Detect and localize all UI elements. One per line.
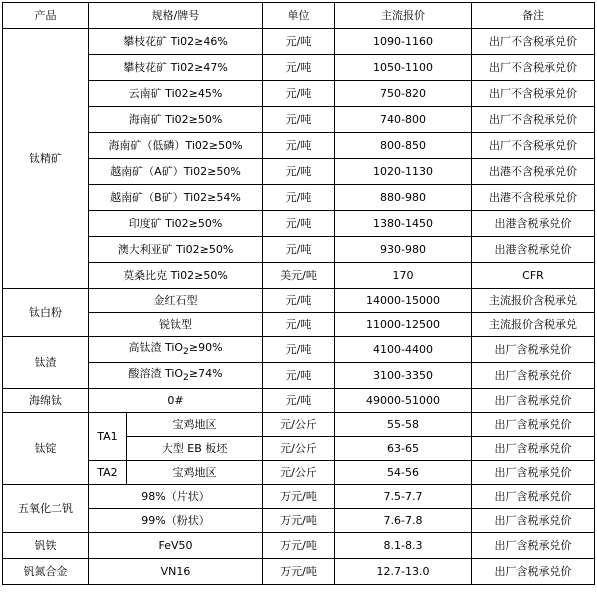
unit-cell: 万元/吨 (263, 509, 335, 533)
note-cell: 出厂不含税承兑价 (472, 55, 595, 81)
spec-subscript: 2 (183, 372, 189, 384)
spec-text: ≥74% (188, 367, 223, 381)
spec-cell: 印度矿 Ti02≥50% (89, 211, 263, 237)
spec-cell: 宝鸡地区 (127, 413, 263, 437)
note-cell: 出港含税承兑价 (472, 211, 595, 237)
price-cell: 11000-12500 (335, 313, 472, 337)
note-cell: 主流报价含税承兑 (472, 313, 595, 337)
unit-cell: 元/吨 (263, 107, 335, 133)
product-v2o5: 五氧化二钒 (3, 485, 89, 533)
unit-cell: 元/公斤 (263, 461, 335, 485)
spec-text: 高钛渣 TiO (128, 341, 184, 355)
note-cell: 出厂含税承兑价 (472, 413, 595, 437)
unit-cell: 元/吨 (263, 81, 335, 107)
note-cell: 出厂含税承兑价 (472, 509, 595, 533)
note-cell: 主流报价含税承兑 (472, 289, 595, 313)
unit-cell: 元/吨 (263, 363, 335, 389)
price-cell: 1050-1100 (335, 55, 472, 81)
price-table (2, 2, 595, 585)
unit-cell: 元/吨 (263, 389, 335, 413)
spec-cell: 金红石型 (89, 289, 263, 313)
table-row (3, 533, 595, 559)
unit-cell: 美元/吨 (263, 263, 335, 289)
table-row (3, 509, 595, 533)
table-row (3, 363, 595, 389)
product-fev: 钒铁 (3, 533, 89, 559)
unit-cell: 元/吨 (263, 237, 335, 263)
spec-cell: VN16 (89, 559, 263, 585)
unit-cell: 万元/吨 (263, 533, 335, 559)
note-cell: 出厂含税承兑价 (472, 559, 595, 585)
product-ti-dioxide: 钛白粉 (3, 289, 89, 337)
spec-cell: 海南矿（低磷）Ti02≥50% (89, 133, 263, 159)
note-cell: 出厂含税承兑价 (472, 389, 595, 413)
note-cell: 出厂不含税承兑价 (472, 29, 595, 55)
header-price: 主流报价 (335, 3, 472, 29)
note-cell: 出厂含税承兑价 (472, 485, 595, 509)
product-ti-concentrate: 钛精矿 (3, 29, 89, 289)
note-cell: CFR (472, 263, 595, 289)
spec-cell: 攀枝花矿 Ti02≥47% (89, 55, 263, 81)
table-row (3, 133, 595, 159)
spec-subscript: 2 (183, 346, 189, 358)
table-row (3, 337, 595, 363)
price-cell: 1380-1450 (335, 211, 472, 237)
price-cell: 750-820 (335, 81, 472, 107)
note-cell: 出港含税承兑价 (472, 237, 595, 263)
product-sponge-ti: 海绵钛 (3, 389, 89, 413)
spec-cell: FeV50 (89, 533, 263, 559)
spec-cell: 澳大利亚矿 Ti02≥50% (89, 237, 263, 263)
header-row (3, 3, 595, 29)
table-row (3, 389, 595, 413)
table-row (3, 289, 595, 313)
unit-cell: 万元/吨 (263, 559, 335, 585)
table-row (3, 263, 595, 289)
price-cell: 4100-4400 (335, 337, 472, 363)
note-cell: 出厂不含税承兑价 (472, 81, 595, 107)
table-row (3, 559, 595, 585)
price-cell: 1090-1160 (335, 29, 472, 55)
spec-cell: 云南矿 Ti02≥45% (89, 81, 263, 107)
note-cell: 出厂含税承兑价 (472, 533, 595, 559)
unit-cell: 元/吨 (263, 159, 335, 185)
header-spec: 规格/牌号 (89, 3, 263, 29)
price-cell: 3100-3350 (335, 363, 472, 389)
unit-cell: 元/吨 (263, 337, 335, 363)
price-cell: 49000-51000 (335, 389, 472, 413)
grade-cell: TA2 (89, 461, 127, 485)
product-vn: 钒氮合金 (3, 559, 89, 585)
note-cell: 出厂不含税承兑价 (472, 133, 595, 159)
price-cell: 880-980 (335, 185, 472, 211)
unit-cell: 元/吨 (263, 211, 335, 237)
price-cell: 8.1-8.3 (335, 533, 472, 559)
unit-cell: 元/公斤 (263, 413, 335, 437)
unit-cell: 元/吨 (263, 133, 335, 159)
unit-cell: 元/公斤 (263, 437, 335, 461)
unit-cell: 万元/吨 (263, 485, 335, 509)
price-cell: 12.7-13.0 (335, 559, 472, 585)
spec-cell: 锐钛型 (89, 313, 263, 337)
product-ti-slag: 钛渣 (3, 337, 89, 389)
note-cell: 出港不含税承兑价 (472, 185, 595, 211)
spec-cell: 98%（片状） (89, 485, 263, 509)
price-cell: 7.6-7.8 (335, 509, 472, 533)
spec-cell: 攀枝花矿 Ti02≥46% (89, 29, 263, 55)
price-cell: 930-980 (335, 237, 472, 263)
header-unit: 单位 (263, 3, 335, 29)
price-cell: 800-850 (335, 133, 472, 159)
spec-cell (89, 363, 263, 389)
table-row (3, 159, 595, 185)
product-ti-ingot: 钛锭 (3, 413, 89, 485)
table-row (3, 237, 595, 263)
table-row (3, 211, 595, 237)
price-cell: 740-800 (335, 107, 472, 133)
note-cell: 出厂含税承兑价 (472, 461, 595, 485)
spec-cell (89, 337, 263, 363)
note-cell: 出厂含税承兑价 (472, 337, 595, 363)
price-cell: 7.5-7.7 (335, 485, 472, 509)
unit-cell: 元/吨 (263, 29, 335, 55)
header-product: 产品 (3, 3, 89, 29)
spec-cell: 0# (89, 389, 263, 413)
note-cell: 出厂含税承兑价 (472, 437, 595, 461)
table-row (3, 107, 595, 133)
spec-cell: 莫桑比克 Ti02≥50% (89, 263, 263, 289)
table-row (3, 55, 595, 81)
price-cell: 14000-15000 (335, 289, 472, 313)
price-cell: 63-65 (335, 437, 472, 461)
spec-text: ≥90% (188, 341, 223, 355)
unit-cell: 元/吨 (263, 185, 335, 211)
price-cell: 55-58 (335, 413, 472, 437)
table-row (3, 29, 595, 55)
table-row (3, 185, 595, 211)
note-cell: 出港不含税承兑价 (472, 159, 595, 185)
spec-text: 酸溶渣 TiO (128, 367, 184, 381)
spec-cell: 宝鸡地区 (127, 461, 263, 485)
table-row (3, 313, 595, 337)
unit-cell: 元/吨 (263, 289, 335, 313)
header-note: 备注 (472, 3, 595, 29)
price-cell: 54-56 (335, 461, 472, 485)
table-row (3, 81, 595, 107)
unit-cell: 元/吨 (263, 313, 335, 337)
spec-cell: 大型 EB 板坯 (127, 437, 263, 461)
spec-cell: 越南矿（A矿）Ti02≥50% (89, 159, 263, 185)
note-cell: 出厂不含税承兑价 (472, 107, 595, 133)
table-row (3, 485, 595, 509)
spec-cell: 海南矿 Ti02≥50% (89, 107, 263, 133)
spec-cell: 越南矿（B矿）Ti02≥54% (89, 185, 263, 211)
table-row (3, 461, 595, 485)
note-cell: 出厂含税承兑价 (472, 363, 595, 389)
table-row (3, 413, 595, 437)
price-cell: 170 (335, 263, 472, 289)
price-cell: 1020-1130 (335, 159, 472, 185)
unit-cell: 元/吨 (263, 55, 335, 81)
grade-cell: TA1 (89, 413, 127, 461)
spec-cell: 99%（粉状） (89, 509, 263, 533)
